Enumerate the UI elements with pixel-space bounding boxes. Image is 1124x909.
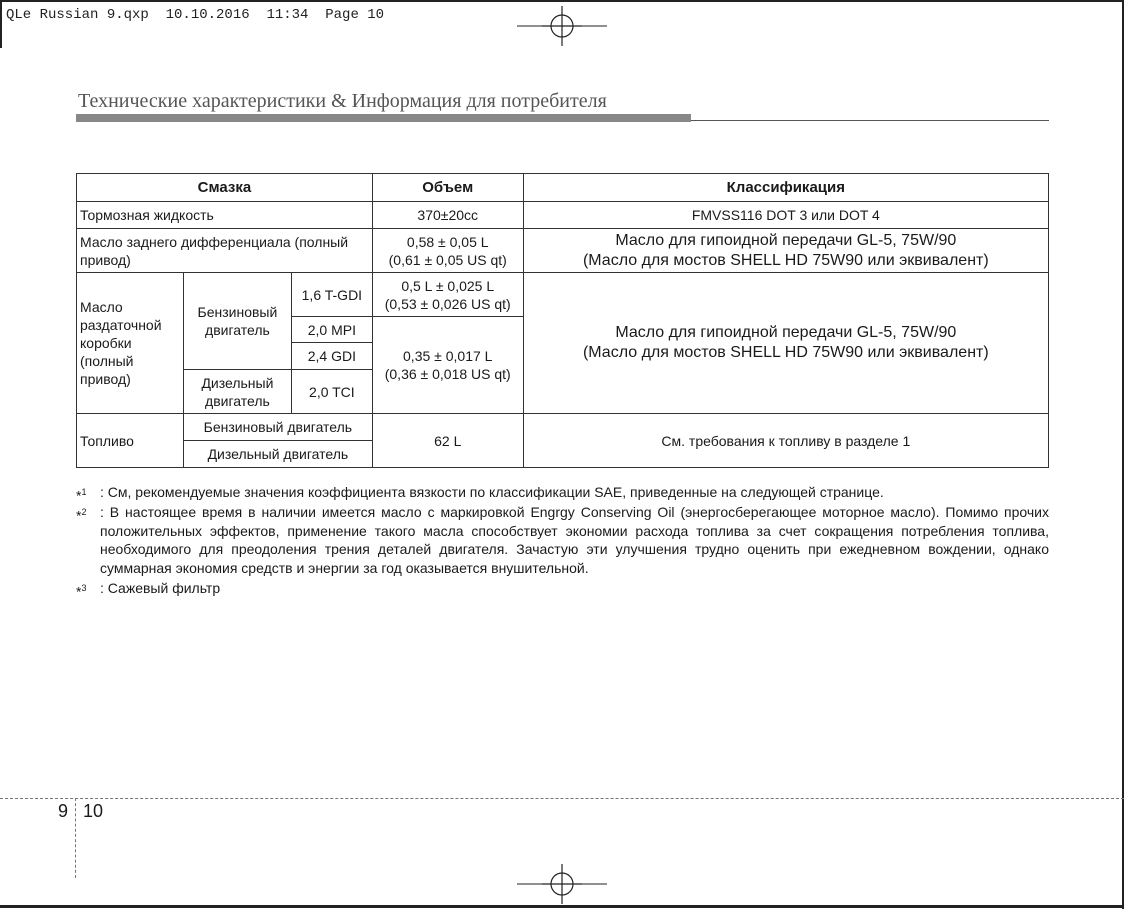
engine-1-6-tgdi: 1,6 T-GDI (291, 273, 372, 317)
transfer-volume-2-l: 0,35 ± 0,017 L (403, 348, 493, 364)
page-section-number: 9 (58, 801, 69, 821)
transfer-volume-2 (372, 317, 523, 414)
brake-fluid-volume: 370±20cc (372, 202, 523, 229)
footnote-2 (76, 503, 1049, 577)
brake-fluid-class: FMVSS116 DOT 3 или DOT 4 (523, 202, 1048, 229)
footnote-1-mark: *$^1$ (76, 487, 87, 504)
fuel-name: Топливо (77, 414, 184, 468)
fuel-petrol-label: Бензиновый двигатель (183, 414, 372, 441)
header-classification: Классификация (523, 174, 1048, 202)
frame-left (0, 0, 2, 48)
engine-2-0-tci: 2,0 TCI (291, 370, 372, 414)
rear-diff-volume (372, 229, 523, 273)
crop-line-horizontal (0, 798, 1124, 799)
footnote-1 (76, 483, 1049, 502)
page-number: 10 (83, 801, 104, 821)
footnote-3-text: : Сажевый фильтр (100, 580, 221, 596)
footnote-1-text: : См, рекомендуемые значения коэффициента вязкости по классификации SAE, приведенные на следующей странице. (100, 484, 884, 500)
fuel-diesel-label: Дизельный двигатель (183, 441, 372, 468)
page-title: Технические характеристики & Информация для потребителя (78, 90, 607, 112)
registration-line-top (517, 12, 607, 42)
table-row (77, 273, 1049, 317)
transfer-case-name: Масло раздаточной коробки (полный привод) (77, 273, 184, 414)
frame-bottom (0, 905, 1124, 908)
transfer-class (523, 273, 1048, 414)
header-lubricant: Смазка (77, 174, 373, 202)
transfer-class-1: Масло для гипоидной передачи GL-5, 75W/90 (615, 324, 957, 341)
crop-line-vertical (75, 798, 76, 878)
table-row (77, 229, 1049, 273)
footnote-3-mark: *$^3$ (76, 583, 87, 600)
header-volume: Объем (372, 174, 523, 202)
transfer-volume-1 (372, 273, 523, 317)
footnote-3 (76, 579, 1049, 598)
print-slug: QLe Russian 9.qxp 10.10.2016 11:34 Page 10 (6, 7, 385, 23)
rear-diff-volume-qt: (0,61 ± 0,05 US qt) (388, 251, 507, 268)
footnote-2-text: : В настоящее время в наличии имеется масло с маркировкой Engrgy Conserving Oil (энергосберегающее моторное масло). Помимо прочих положительных эффектов, применение такого масла способствует экономии расхода топлива за счет сокращения потребления топлива, необходимого для преодоления трения деталей двигателя. Зачастую эти улучшения трудно оценить при ежедневном вождении, однако суммарная экономия средств и энергии за год оказывается внушительной. (100, 504, 1049, 576)
transfer-petrol-label: Бензиновый двигатель (183, 273, 291, 370)
rear-diff-class-2: (Масло для мостов SHELL HD 75W90 или эквивалент) (582, 251, 989, 269)
transfer-volume-1-qt: (0,53 ± 0,026 US qt) (384, 295, 511, 312)
rear-diff-class-1: Масло для гипоидной передачи GL-5, 75W/90 (615, 231, 957, 249)
brake-fluid-name: Тормозная жидкость (77, 202, 373, 229)
table-row (77, 414, 1049, 441)
footnote-2-mark: *$^2$ (76, 507, 87, 524)
registration-line-bottom (517, 870, 607, 900)
fuel-class: См. требования к топливу в разделе 1 (523, 414, 1048, 468)
title-rule-thin (691, 120, 1049, 121)
transfer-class-2: (Масло для мостов SHELL HD 75W90 или эквивалент) (582, 344, 989, 361)
rear-diff-class (523, 229, 1048, 273)
lubricants-table (76, 173, 1049, 468)
transfer-diesel-label: Дизельный двигатель (183, 370, 291, 414)
transfer-volume-2-qt: (0,36 ± 0,018 US qt) (384, 366, 511, 382)
title-rule-thick (76, 114, 691, 122)
fuel-volume: 62 L (372, 414, 523, 468)
transfer-volume-1-l: 0,5 L ± 0,025 L (401, 277, 495, 294)
engine-2-4-gdi: 2,4 GDI (291, 343, 372, 370)
rear-diff-volume-l: 0,58 ± 0,05 L (406, 233, 489, 250)
rear-diff-name: Масло заднего дифференциала (полный привод) (77, 229, 373, 273)
engine-2-0-mpi: 2,0 MPI (291, 317, 372, 343)
table-header-row (77, 174, 1049, 202)
table-row (77, 202, 1049, 229)
frame-top (0, 0, 1124, 2)
